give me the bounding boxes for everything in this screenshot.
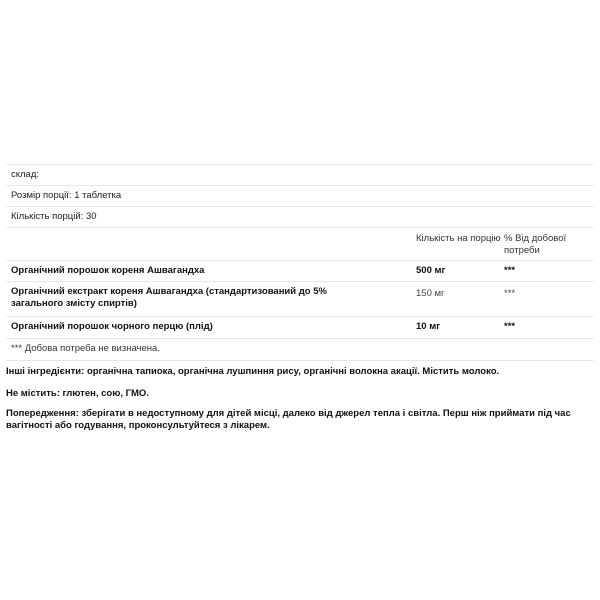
serving-size: Розмір порції: 1 таблетка [6,185,594,206]
header-quantity: Кількість на порцію [416,233,501,244]
warning-label: Попередження: [6,408,79,419]
other-ingredients [6,366,586,378]
ingredient-name: Органічний порошок кореня Ашвагандха [11,265,205,276]
ingredient-quantity: 10 мг [416,321,441,332]
warning [6,408,581,432]
other-ingredients-text: органічна тапиока, органічна лушпиння рису, органічні волокна акації. Містить молоко. [86,366,500,377]
ingredient-daily-value: *** [504,288,516,299]
other-ingredients-label: Інші інгредієнти: [6,366,85,377]
panel-title: склад: [6,164,594,185]
ingredient-row [6,316,594,338]
table-header [6,227,594,260]
supplement-facts-panel [6,164,594,361]
free-from-label: Не містить: [6,388,60,399]
ingredient-daily-value: *** [504,265,516,276]
ingredient-quantity: 150 мг [416,288,445,299]
ingredient-row [6,281,594,316]
ingredient-name: Органічний порошок чорного перцю (плід) [11,321,213,332]
ingredient-quantity: 500 мг [416,265,446,276]
warning-text: зберігати в недоступному для дітей місці, далеко від джерел тепла і світла. Перш ніж приймати під час вагітності або годування, проконсультуйтеся з лікарем. [6,408,571,431]
servings-per-container: Кількість порцій: 30 [6,206,594,227]
ingredient-row [6,260,594,281]
free-from [6,388,586,400]
ingredient-name: Органічний екстракт кореня Ашвагандха (стандартизований до 5% загального змісту спиртів) [11,286,327,309]
daily-value-footnote: *** Добова потреба не визначена. [6,338,594,360]
free-from-text: глютен, сою, ГМО. [62,388,149,399]
header-daily-value: % Від добової потреби [504,233,567,256]
ingredient-daily-value: *** [504,321,516,332]
panel-divider [6,360,594,361]
